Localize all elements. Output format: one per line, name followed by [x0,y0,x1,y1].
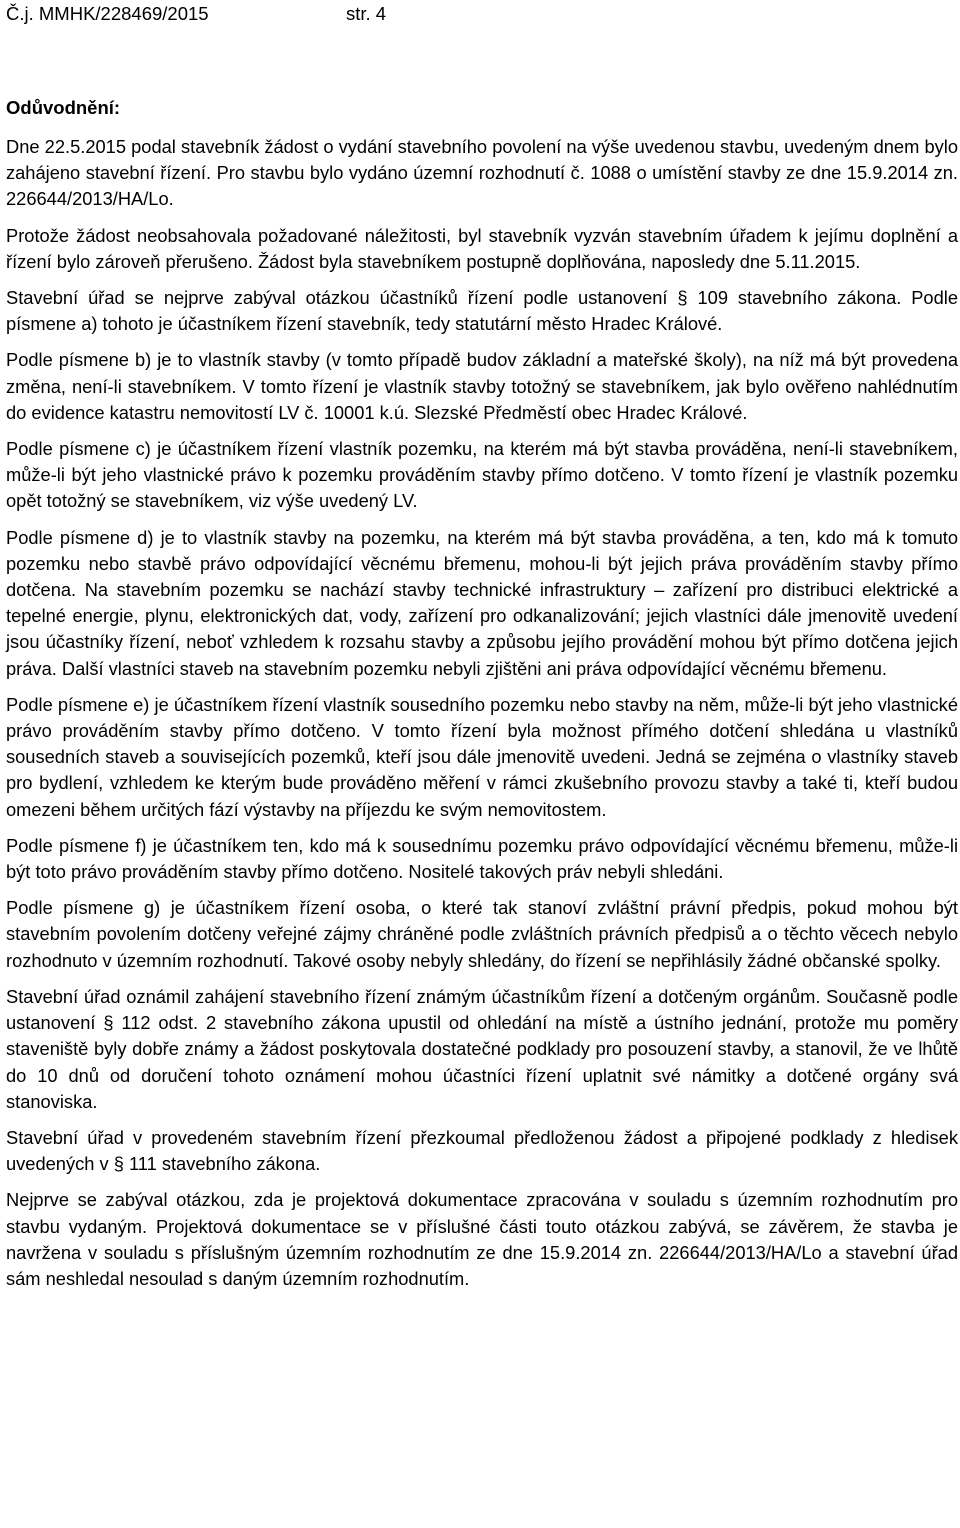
paragraph-participant-f: Podle písmene f) je účastníkem ten, kdo má k sousednímu pozemku právo odpovídající věcnému břemenu, může-li být toto právo prováděním stavby přímo dotčeno. Nositelé takových práv nebyli shledáni. [6,834,958,883]
paragraph-notification: Stavební úřad oznámil zahájení stavebního řízení známým účastníkům řízení a dotčeným orgánům. Současně podle ustanovení § 112 odst. 2 stavebního zákona upustil od ohledání na místě a ústního jednání, protože mu poměry staveniště byly dobře známy a žádost poskytovala dostatečné podklady pro posouzení stavby, a stanovil, že ve lhůtě do 10 dnů od doručení tohoto oznámení mohou účastníci řízení uplatnit své námitky a dotčené orgány svá stanoviska. [6,985,958,1112]
section-heading: Odůvodnění: [6,97,121,118]
paragraph-incomplete-application: Protože žádost neobsahovala požadované náležitosti, byl stavebník vyzván stavebním úřadem k jejímu doplnění a řízení bylo zároveň přerušeno. Žádost byla stavebníkem postupně doplňována, naposledy dne 5.11.2015. [6,224,958,272]
paragraph-participant-g: Podle písmene g) je účastníkem řízení osoba, o které tak stanoví zvláštní právní předpis, pokud mohou být stavebním povolením dotčeny veřejné zájmy chráněné podle zvláštních právních předpisů a o těchto věcech nebylo rozhodnuto v územním rozhodnutí. Takové osoby nebyly shledány, do řízení se nepřihlásily žádné občanské spolky. [6,897,958,971]
paragraph-participant-b: Podle písmene b) je to vlastník stavby (v tomto případě budov základní a mateřské školy), na níž má být provedena změna, není-li stavebníkem. V tomto řízení je vlastník stavby totožný se stavebníkem, jak bylo ověřeno nahlédnutím do evidence katastru nemovitostí LV č. 10001 k.ú. Slezské Předměstí obec Hradec Králové. [6,349,958,423]
page-header [6,2,387,26]
paragraph-review: Stavební úřad v provedeném stavebním řízení přezkoumal předloženou žádost a připojené podklady z hledisek uvedených v § 111 stavebního zákona. [6,1126,958,1175]
paragraph-participant-c: Podle písmene c) je účastníkem řízení vlastník pozemku, na kterém má být stavba prováděna, není-li stavebníkem, může-li být jeho vlastnické právo k pozemku prováděním stavby přímo dotčeno. V tomto řízení je vlastník pozemku opět totožný se stavebníkem, viz výše uvedený LV. [6,438,958,512]
paragraph-conformity: Nejprve se zabýval otázkou, zda je projektová dokumentace zpracována v souladu s územním rozhodnutím pro stavbu vydaným. Projektová dokumentace se v příslušné části touto otázkou zabývá, se závěrem, že stavba je navržena v souladu s příslušným územním rozhodnutím ze dne 15.9.2014 zn. 226644/2013/HA/Lo a stavební úřad sám neshledal nesoulad s daným územním rozhodnutím. [6,1189,958,1289]
paragraph-participant-a: Stavební úřad se nejprve zabýval otázkou účastníků řízení podle ustanovení § 109 stavebního zákona. Podle písmene a) tohoto je účastníkem řízení stavebník, tedy statutární město Hradec Králové. [6,287,958,335]
paragraph-intro: Dne 22.5.2015 podal stavebník žádost o vydání stavebního povolení na výše uvedenou stavbu, uvedeným dnem bylo zahájeno stavební řízení. Pro stavbu bylo vydáno územní rozhodnutí č. 1088 o umístění stavby ze dne 15.9.2014 zn. 226644/2013/HA/Lo. [6,136,958,210]
page-number: str. 4 [346,3,387,24]
paragraph-participant-e: Podle písmene e) je účastníkem řízení vlastník sousedního pozemku nebo stavby na něm, může-li být jeho vlastnické právo prováděním stavby přímo dotčeno. V tomto řízení byla možnost přímého dotčení shledána u vlastníků sousedních staveb a souvisejících pozemků, kteří jsou dále jmenovitě uvedeni. Jedná se zejména o vlastníky staveb pro bydlení, vzhledem ke kterým bude prováděno měření v rámci zkušebního provozu stavby a také ti, kteří budou omezeni během určitých fází výstavby na příjezdu ke svým nemovitostem. [6,693,958,820]
reference-number: Č.j. MMHK/228469/2015 [6,3,209,24]
document-body [6,134,958,1302]
document-page [6,0,958,1528]
paragraph-participant-d: Podle písmene d) je to vlastník stavby na pozemku, na kterém má být stavba prováděna, a ten, kdo má k tomuto pozemku nebo stavbě právo odpovídající věcnému břemenu, mohou-li být jejich práva prováděním stavby přímo dotčena. Na stavebním pozemku se nachází stavby technické infrastruktury – zařízení pro distribuci elektrické a tepelné energie, plynu, elektronických dat, vody, zařízení pro odkanalizování; jejich vlastníci dále jmenovitě uvedení jsou účastníky řízení, neboť vzhledem k rozsahu stavby a způsobu jejího provádění mohou být přímo dotčena jejich práva. Další vlastníci staveb na stavebním pozemku nebyli zjištěni ani práva odpovídající věcnému břemenu. [6,526,958,679]
